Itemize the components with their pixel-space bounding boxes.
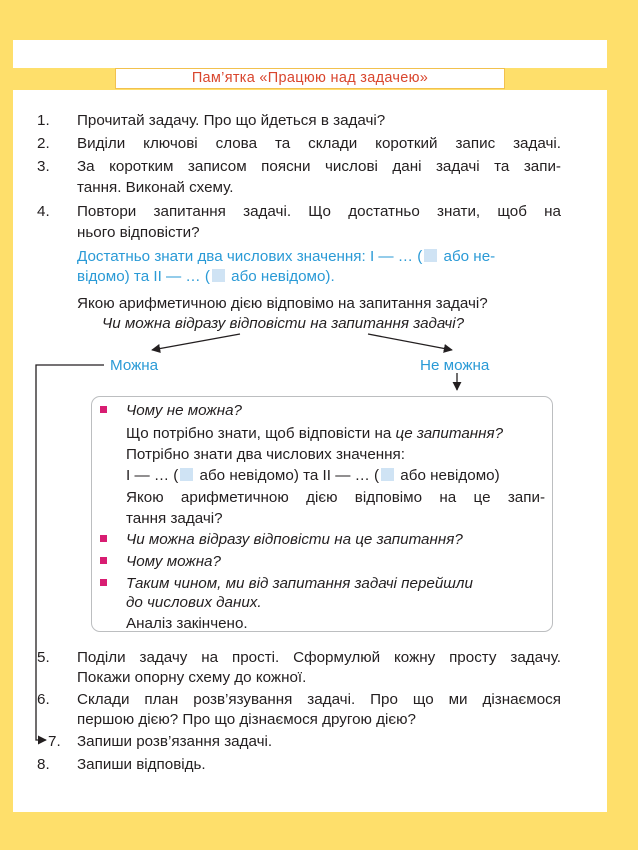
note-text: відомо) та II — … (: [77, 268, 210, 285]
step-number: 8.: [37, 756, 50, 773]
step-text: За коротким записом поясни числові дані задачі та запи-: [77, 158, 561, 175]
memo-title: Пам’ятка «Працюю над задачею»: [115, 68, 505, 89]
arrow-to-yes: [152, 334, 240, 350]
step-text: Повтори запитання задачі. Що достатньо знати, щоб на: [77, 203, 561, 220]
note-text: або невідомо).: [226, 268, 335, 285]
box-text: I — … (: [126, 467, 179, 484]
step-number: 1.: [37, 112, 50, 129]
arrow-to-no: [368, 334, 452, 350]
step-text: Виділи ключові слова та склади короткий запис задачі.: [77, 135, 561, 152]
step-text: Запиши відповідь.: [77, 756, 206, 773]
arrow-yes-to-step7: [36, 365, 104, 740]
step-number: 6.: [37, 691, 50, 708]
note-text: Достатньо знати два числових значення: I — … (: [77, 248, 423, 265]
operation-question: Якою арифметичною дією відповімо на запитання задачі?: [77, 295, 488, 312]
box-can-direct: Чи можна відразу відповісти на це запитання?: [126, 531, 463, 548]
box-why-not: Чому не можна?: [126, 402, 242, 419]
note-text: або не-: [439, 248, 496, 265]
box-operation: Якою арифметичною дією відповімо на це запи-: [126, 489, 545, 506]
box-operation: тання задачі?: [126, 510, 223, 527]
step-text: Прочитай задачу. Про що йдеться в задачі?: [77, 112, 386, 129]
box-text: або невідомо): [396, 467, 500, 484]
step-text: Покажи опорну схему до кожної.: [77, 669, 307, 686]
branch-yes: Можна: [110, 357, 159, 374]
step-text: Склади план розв’язування задачі. Про що ми дізнаємося: [77, 691, 561, 708]
step-text: тання. Виконай схему.: [77, 179, 234, 196]
step-text: нього відповісти?: [77, 224, 200, 241]
step-number: 5.: [37, 649, 50, 666]
box-text-italic: це запитання?: [395, 425, 504, 442]
branch-no: Не можна: [420, 357, 490, 374]
step-number: 4.: [37, 203, 50, 220]
box-text: Що потрібно знати, щоб відповісти на: [126, 425, 396, 442]
step-text: першою дією? Про що дізнаємося другою дією?: [77, 711, 416, 728]
direct-answer-question: Чи можна відразу відповісти на запитання задачі?: [102, 315, 465, 332]
step-number: 2.: [37, 135, 50, 152]
step-number: 3.: [37, 158, 50, 175]
step-text: Запиши розв’язання задачі.: [77, 733, 273, 750]
step-text: Поділи задачу на прості. Сформулюй кожну просту задачу.: [77, 649, 561, 666]
box-why-can: Чому можна?: [126, 553, 221, 570]
box-thus: до числових даних.: [126, 594, 262, 611]
box-two-values: Потрібно знати два числових значення:: [126, 446, 405, 463]
box-text: або невідомо) та II — … (: [195, 467, 380, 484]
box-thus: Таким чином, ми від запитання задачі перейшли: [126, 575, 473, 592]
box-done: Аналіз закінчено.: [126, 615, 248, 632]
step-number: 7.: [48, 733, 61, 750]
